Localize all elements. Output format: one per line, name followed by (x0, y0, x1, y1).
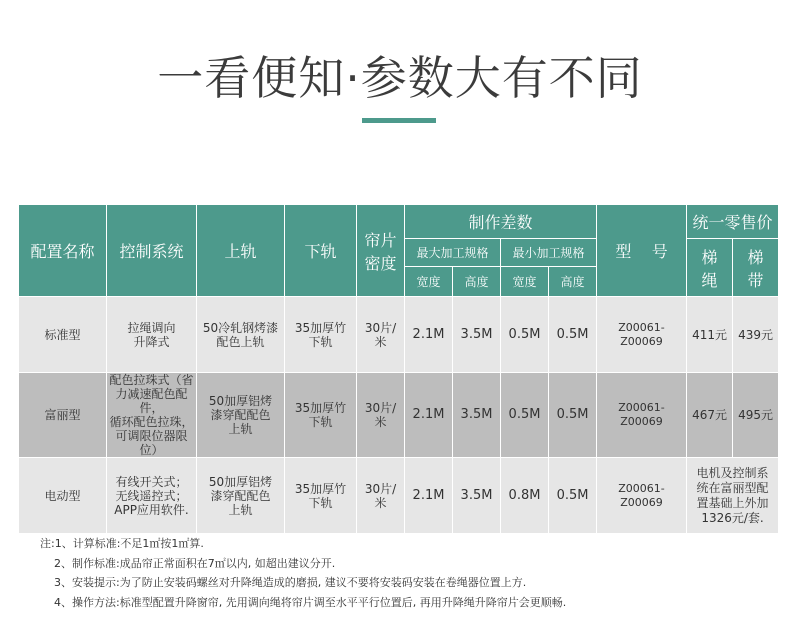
cell-control-line: 有线开关式； (115, 474, 188, 489)
cell-lower-rail (285, 297, 357, 373)
cell-lower-line: 下轨 (308, 415, 333, 429)
cell-price-note-line: 1326元/套. (701, 510, 764, 525)
cell-upper-line: 上轨 (228, 502, 253, 517)
cell-tape-price: 439元 (733, 297, 779, 373)
cell-lower-line: 35加厚竹 (294, 481, 347, 496)
header-rope-line2: 绳 (701, 270, 718, 290)
cell-lower-line: 下轨 (308, 334, 333, 349)
header-min-width: 宽度 (501, 267, 549, 297)
cell-price-note (687, 458, 779, 534)
header-model-line2: 号 (651, 242, 668, 261)
cell-max-width: 2.1M (405, 458, 453, 534)
cell-upper-line: 50冷轧钢烤漆 (202, 320, 279, 335)
header-min-spec: 最小加工规格 (501, 239, 597, 267)
table-row-standard (19, 297, 779, 373)
header-tape-line2: 带 (747, 270, 764, 290)
cell-upper-rail (197, 373, 285, 458)
cell-upper-line: 漆穿配配色 (210, 408, 271, 422)
header-max-spec: 最大加工规格 (405, 239, 501, 267)
cell-min-height: 0.5M (549, 458, 597, 534)
cell-max-width: 2.1M (405, 373, 453, 458)
header-tape-line1: 梯 (747, 247, 764, 267)
cell-lower-rail (285, 373, 357, 458)
cell-tape-price: 495元 (733, 373, 779, 458)
note-line-4: 4、操作方法:标准型配置升降窗帘, 先用调向绳将帘片调至水平平行位置后, 再用升降绳升降帘片会更顺畅. (54, 595, 567, 609)
cell-upper-line: 上轨 (228, 422, 253, 436)
cell-upper-line: 漆穿配配色 (210, 488, 271, 503)
header-rope (687, 239, 733, 297)
cell-price-note-line: 置基础上外加 (696, 495, 769, 510)
page-title: 一看便知·参数大有不同 (157, 51, 643, 105)
cell-control-line: 无线遥控式； (115, 488, 188, 503)
header-min-height: 高度 (549, 267, 597, 297)
cell-max-height: 3.5M (453, 373, 501, 458)
cell-density (357, 297, 405, 373)
header-retail: 统一零售价 (687, 205, 779, 239)
cell-rope-price: 411元 (687, 297, 733, 373)
notes-section (40, 534, 780, 612)
cell-control-line: 可调限位器限位） (115, 429, 188, 457)
header-max-height: 高度 (453, 267, 501, 297)
cell-density (357, 373, 405, 458)
cell-max-width: 2.1M (405, 297, 453, 373)
cell-min-height: 0.5M (549, 297, 597, 373)
header-model-line1: 型 (615, 242, 632, 261)
header-control-system: 控制系统 (107, 205, 197, 297)
header-model (597, 205, 687, 297)
cell-price-note-line: 电机及控制系 (696, 465, 769, 480)
table-row-deluxe (19, 373, 779, 458)
cell-min-height: 0.5M (549, 373, 597, 458)
cell-name: 电动型 (19, 458, 107, 534)
spec-table (18, 204, 779, 534)
cell-upper-line: 50加厚铝烤 (208, 394, 273, 408)
cell-density-line: 米 (374, 495, 387, 510)
cell-name: 标准型 (19, 297, 107, 373)
cell-price-note-line: 统在富丽型配 (696, 480, 769, 495)
cell-control (107, 458, 197, 534)
cell-lower-line: 35加厚竹 (294, 401, 347, 415)
cell-control-line: 拉绳调向 (127, 320, 176, 335)
cell-density-line: 30片/ (364, 481, 397, 496)
header-max-width: 宽度 (405, 267, 453, 297)
cell-upper-rail (197, 458, 285, 534)
cell-min-width: 0.8M (501, 458, 549, 534)
cell-model: Z00061-Z00069 (597, 458, 687, 534)
header-tolerance: 制作差数 (405, 205, 597, 239)
header-density (357, 205, 405, 297)
cell-control-line: APP应用软件. (114, 502, 189, 517)
cell-min-width: 0.5M (501, 373, 549, 458)
cell-upper-line: 50加厚铝烤 (208, 474, 273, 489)
title-accent-bar (362, 118, 436, 123)
cell-control (107, 373, 197, 458)
cell-model: Z00061-Z00069 (597, 297, 687, 373)
cell-lower-rail (285, 458, 357, 534)
cell-density-line: 30片/ (364, 320, 397, 335)
header-tape (733, 239, 779, 297)
cell-control-line: 力减速配色配件， (115, 387, 188, 415)
cell-min-width: 0.5M (501, 297, 549, 373)
cell-control-line: 配色拉珠式（省 (109, 373, 194, 387)
header-rope-line1: 梯 (701, 247, 718, 267)
cell-max-height: 3.5M (453, 458, 501, 534)
cell-model: Z00061-Z00069 (597, 373, 687, 458)
cell-max-height: 3.5M (453, 297, 501, 373)
note-line-3: 3、安装提示:为了防止安装码螺丝对升降绳造成的磨损, 建议不要将安装码安装在卷绳器位置上方. (54, 576, 527, 589)
cell-control (107, 297, 197, 373)
cell-lower-line: 下轨 (308, 495, 333, 510)
table-row-electric (19, 458, 779, 534)
cell-control-line: 循环配色拉珠， (109, 415, 194, 429)
cell-upper-line: 配色上轨 (216, 334, 265, 349)
cell-density-line: 米 (374, 415, 387, 429)
header-lower-rail: 下轨 (285, 205, 357, 297)
cell-control-line: 升降式 (133, 334, 170, 349)
cell-density (357, 458, 405, 534)
header-config-name: 配置名称 (19, 205, 107, 297)
cell-upper-rail (197, 297, 285, 373)
cell-density-line: 米 (374, 334, 387, 349)
note-line-1: 注:1、计算标准:不足1㎡按1㎡算. (40, 537, 204, 550)
header-density-line1: 帘片 (364, 230, 397, 250)
note-line-2: 2、制作标准:成品帘正常面积在7㎡以内, 如超出建议分开. (54, 556, 336, 570)
cell-lower-line: 35加厚竹 (294, 320, 347, 335)
cell-density-line: 30片/ (364, 401, 397, 415)
header-upper-rail: 上轨 (197, 205, 285, 297)
cell-rope-price: 467元 (687, 373, 733, 458)
cell-name: 富丽型 (19, 373, 107, 458)
header-density-line2: 密度 (364, 253, 397, 273)
